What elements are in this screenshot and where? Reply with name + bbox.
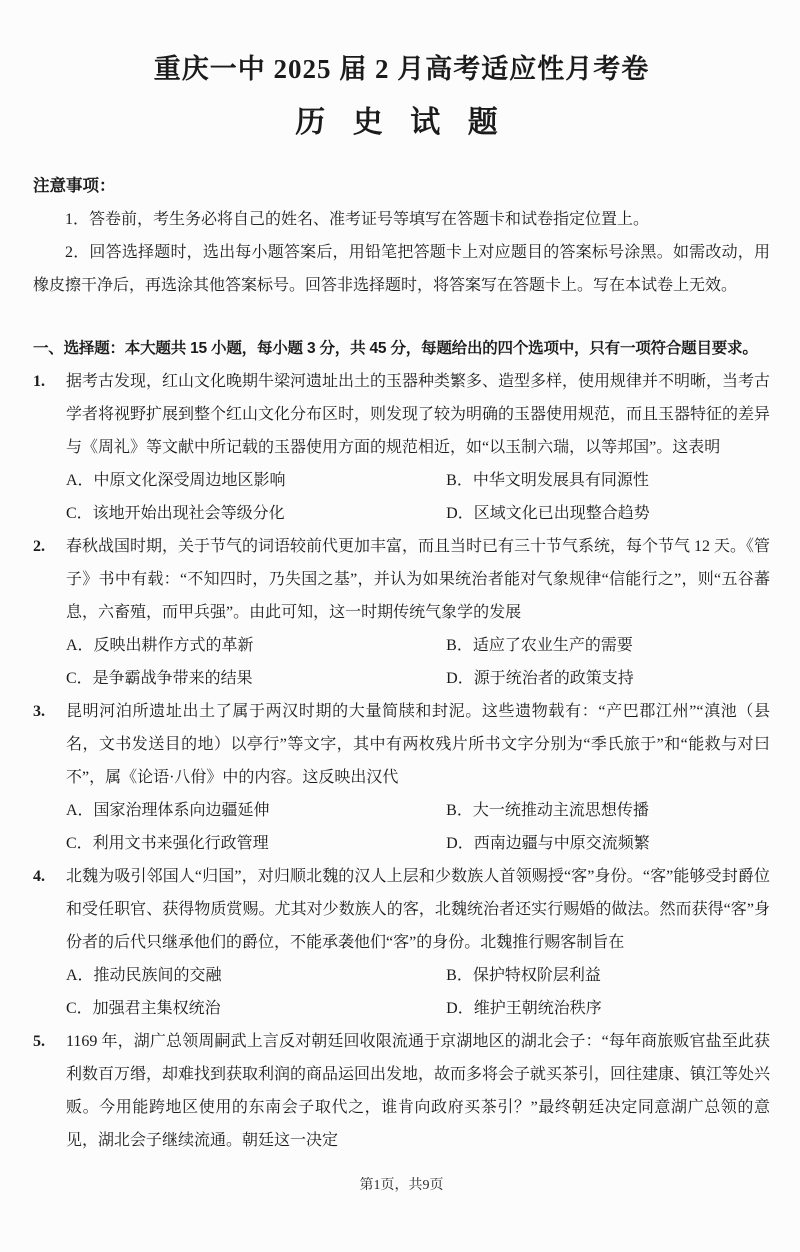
- question-1-stem: 据考古发现，红山文化晚期牛梁河遗址出土的玉器种类繁多、造型多样，使用规律并不明晰，当考古学者将视野扩展到整个红山文化分布区时，则发现了较为明确的玉器使用规范，而且玉器特征的差异与《周礼》等文献中所记载的玉器使用方面的规范相近，如“以玉制六瑞，以等邦国”。这表明: [66, 373, 771, 456]
- question-4-option-c: C．加强君主集权统治: [66, 1000, 221, 1017]
- question-4-option-d: D．维护王朝统治秩序: [446, 1000, 602, 1017]
- subject-title: 历 史 试 题: [295, 106, 508, 139]
- question-2-option-d: D．源于统治者的政策支持: [446, 670, 634, 687]
- question-4: [33, 860, 770, 1025]
- question-3-option-a: A．国家治理体系向边疆延伸: [66, 802, 270, 819]
- question-4-option-a: A．推动民族间的交融: [66, 967, 222, 984]
- question-3-options: [66, 794, 770, 860]
- question-3-option-c: C．利用文书来强化行政管理: [66, 835, 269, 852]
- question-1-option-c: C．该地开始出现社会等级分化: [66, 505, 285, 522]
- question-4-stem: 北魏为吸引邻国人“归国”，对归顺北魏的汉人上层和少数族人首领赐授“客”身份。“客”能够受封爵位和受任职官、获得物质赏赐。尤其对少数族人的客，北魏统治者还实行赐婚的做法。然而获得“客”身份者的后代只继承他们的爵位，不能承袭他们“客”的身份。北魏推行赐客制旨在: [66, 868, 770, 951]
- question-2: [33, 530, 770, 695]
- question-1-body: [66, 365, 770, 530]
- question-3-body: [66, 695, 770, 860]
- question-2-body: [66, 530, 770, 695]
- notice-item-1: 1．答卷前，考生务必将自己的姓名、准考证号等填写在答题卡和试卷指定位置上。: [65, 211, 650, 228]
- question-5-body: [66, 1025, 770, 1157]
- question-2-option-a: A．反映出耕作方式的革新: [66, 637, 254, 654]
- question-5: [33, 1025, 770, 1157]
- notice-item-2: 2．回答选择题时，选出每小题答案后，用铅笔把答题卡上对应题目的答案标号涂黑。如需改动，用橡皮擦干净后，再选涂其他答案标号。回答非选择题时，将答案写在答题卡上。写在本试卷上无效。: [33, 244, 770, 294]
- question-1-number: 1.: [33, 373, 45, 390]
- question-2-number: 2.: [33, 538, 45, 555]
- question-3-stem: 昆明河泊所遗址出土了属于两汉时期的大量简牍和封泥。这些遗物载有：“产巴郡江州”“滇池（县名，文书发送目的地）以亭行”等文字，其中有两枚残片所书文字分别为“季氏旅于”和“能救与对曰不”，属《论语·八佾》中的内容。这反映出汉代: [66, 703, 770, 786]
- question-1-options: [66, 464, 770, 530]
- question-5-stem: 1169 年，湖广总领周嗣武上言反对朝廷回收限流通于京湖地区的湖北会子：“每年商旅贩官盐至此获利数百万缗，却难找到获取利润的商品运回出发地，故而多将会子就买茶引，回往建康、镇江等处兴贩。今用能跨地区使用的东南会子取代之，谁肯向政府买茶引？”最终朝廷决定同意湖广总领的意见，湖北会子继续流通。朝廷这一决定: [66, 1033, 771, 1149]
- question-2-stem: 春秋战国时期，关于节气的词语较前代更加丰富，而且当时已有三十节气系统，每个节气 12 天。《管子》书中有载：“不知四时，乃失国之基”，并认为如果统治者能对气象规律“信能行之”，则“五谷蕃息，六畜殖，而甲兵强”。由此可知，这一时期传统气象学的发展: [66, 538, 771, 621]
- question-4-number: 4.: [33, 868, 45, 885]
- question-1: [33, 365, 770, 530]
- page-footer: 第1页，共9页: [359, 1178, 444, 1193]
- question-1-option-a: A．中原文化深受周边地区影响: [66, 472, 286, 489]
- notice-section: [33, 170, 770, 302]
- question-3-option-d: D．西南边疆与中原交流频繁: [446, 835, 650, 852]
- question-1-option-d: D．区域文化已出现整合趋势: [446, 505, 650, 522]
- question-4-options: [66, 959, 770, 1025]
- question-2-option-c: C．是争霸战争带来的结果: [66, 670, 253, 687]
- question-1-option-b: B．中华文明发展具有同源性: [446, 472, 649, 489]
- question-3-number: 3.: [33, 703, 45, 720]
- question-2-options: [66, 629, 770, 695]
- question-4-body: [66, 860, 770, 1025]
- exam-title: 重庆一中 2025 届 2 月高考适应性月考卷: [153, 54, 650, 84]
- question-3: [33, 695, 770, 860]
- question-2-option-b: B．适应了农业生产的需要: [446, 637, 633, 654]
- question-3-option-b: B．大一统推动主流思想传播: [446, 802, 649, 819]
- section-heading: 一、选择题：本大题共 15 小题，每小题 3 分，共 45 分，每题给出的四个选项中，只有一项符合题目要求。: [33, 340, 758, 357]
- notice-heading: 注意事项：: [33, 177, 116, 195]
- question-5-number: 5.: [33, 1033, 45, 1050]
- question-4-option-b: B．保护特权阶层利益: [446, 967, 601, 984]
